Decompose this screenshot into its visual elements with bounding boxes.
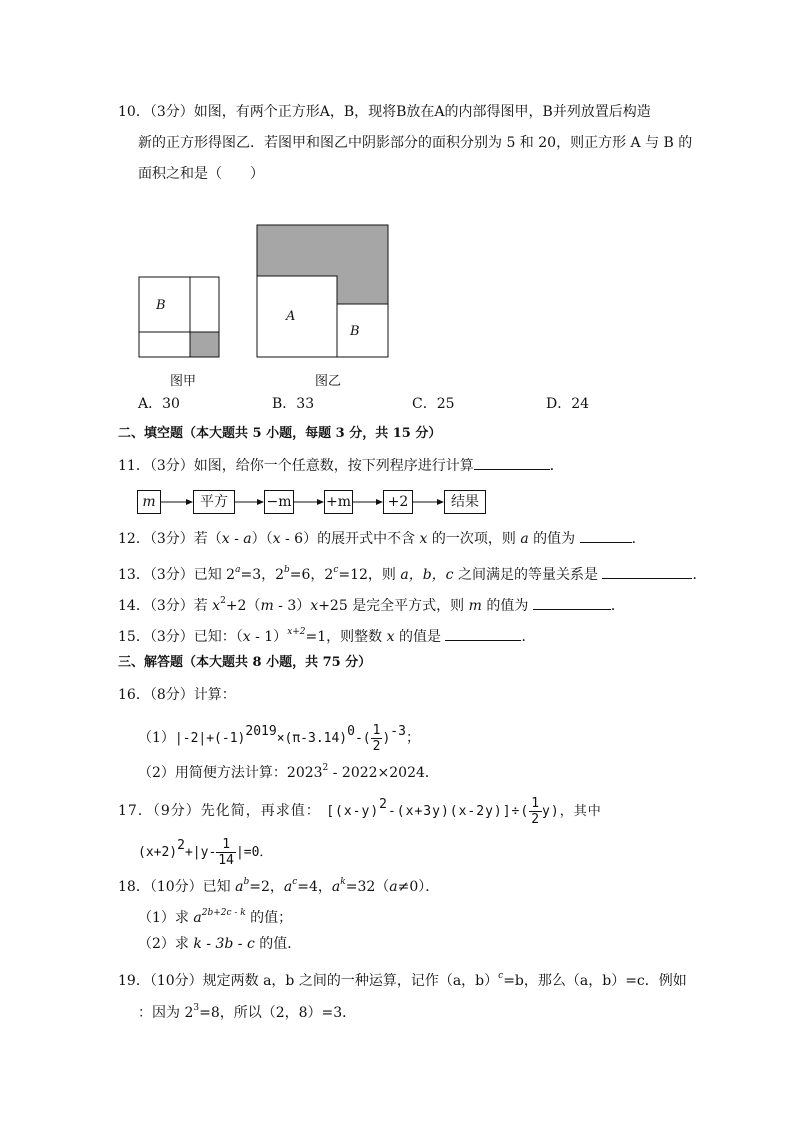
q12-text: 12．（3分）若（x - a）（x - 6）的展开式中不含 x 的一次项，则 a 的值为 ． — [118, 528, 646, 549]
q11-end: ． — [549, 458, 564, 474]
section3-heading: 三、解答题（本大题共 8 小题，共 75 分） — [118, 655, 372, 670]
q10-option-d: D．24 — [546, 396, 590, 412]
flow-box-square: 平方 — [193, 490, 235, 514]
q10-line3: 面积之和是（ ） — [138, 166, 264, 182]
q18-part1: （1）求 $a^{2b+2c - k}$ 的值； — [138, 908, 293, 926]
q10-option-a: A．30 — [138, 396, 180, 412]
figure-b-square-b — [337, 304, 388, 357]
q13-text: 13．（3分）已知 $2^a=3$，$2^b=6$，$2^c=12$，则 a，b，c 之间满足的等量关系是 ． — [118, 565, 707, 583]
q12-answer-blank — [580, 528, 632, 543]
figure-a-shaded — [190, 332, 219, 357]
figure-b — [255, 223, 391, 360]
section2-heading: 二、填空题（本大题共 5 小题，每题 3 分，共 15 分） — [118, 426, 442, 441]
figure-b-caption: 图乙 — [315, 374, 342, 389]
q13-answer-blank — [602, 564, 692, 579]
figure-b-b-label: B — [350, 324, 360, 339]
q18-text: 18．（10分）已知 $a^b=2$，$a^c=4$，$a^k=32(a\ne 0)$． — [118, 877, 440, 895]
q10-option-b: B．33 — [272, 396, 315, 412]
q10-line1: 10．（3分）如图，有两个正方形A，B，现将B放在A的内部得图甲，B并列放置后构造 — [118, 104, 651, 120]
figure-a-b-label: B — [156, 298, 166, 313]
q14-text: 14．（3分）若 $x^2+2(m - 3)x+25$ 是完全平方式，则 m 的值为 ． — [118, 596, 625, 614]
flow-box-m: m — [137, 490, 161, 514]
q10-line2: 新的正方形得图乙．若图甲和图乙中阴影部分的面积分别为 5 和 20，则正方形 A 与 B 的 — [138, 135, 693, 151]
q18-part2: （2）求 k - 3b - c 的值． — [138, 936, 302, 952]
q19-line2: ：因为 $2^3=8$，所以（2，8）=3． — [138, 1003, 357, 1021]
figure-a-caption: 图甲 — [170, 374, 197, 389]
flow-box-plus-m: +m — [324, 490, 353, 514]
figure-b-square-a — [257, 276, 337, 357]
q11-stem: 11．（3分）如图，给你一个任意数，按下列程序进行计算 — [118, 458, 474, 474]
flow-box-result: 结果 — [444, 490, 486, 514]
q19-line1: 19．（10分）规定两数 a，b 之间的一种运算，记作（a，b）$^c$=b，那么（a，b）=c．例如 — [118, 971, 687, 989]
q17-line2: (x+2)2+|y- $\frac{1}{14}$ |=0． — [138, 836, 273, 868]
figure-a — [136, 274, 222, 360]
q16-part1: （1）|-2|+(-1)2019×(π-3.14)0-( $\frac{1}{2}$ )-3； — [138, 722, 420, 754]
flow-box-minus-m: −m — [264, 490, 294, 514]
flow-box-plus-2: +2 — [383, 490, 413, 514]
flow-arrows — [160, 490, 446, 514]
figure-b-a-label: A — [286, 309, 296, 324]
q16-title: 16．（8分）计算： — [118, 687, 236, 703]
q16-part2: （2）用简便方法计算：2023$^2$ - 2022×2024． — [138, 763, 439, 781]
q11-answer-blank — [474, 455, 550, 470]
q15-answer-blank — [445, 626, 521, 641]
q15-text: 15．（3分）已知：（x - 1）$^{x+2}$=1，则整数 x 的值是 ． — [118, 627, 536, 645]
q17-line1: 17．（9分）先化简，再求值： [(x-y)2-(x+3y)(x-2y)]÷( $\frac{1}{2}$ y)，其中 — [118, 795, 602, 827]
q10-option-c: C．25 — [412, 396, 455, 412]
q14-answer-blank — [533, 595, 611, 610]
q11-text — [118, 455, 564, 476]
